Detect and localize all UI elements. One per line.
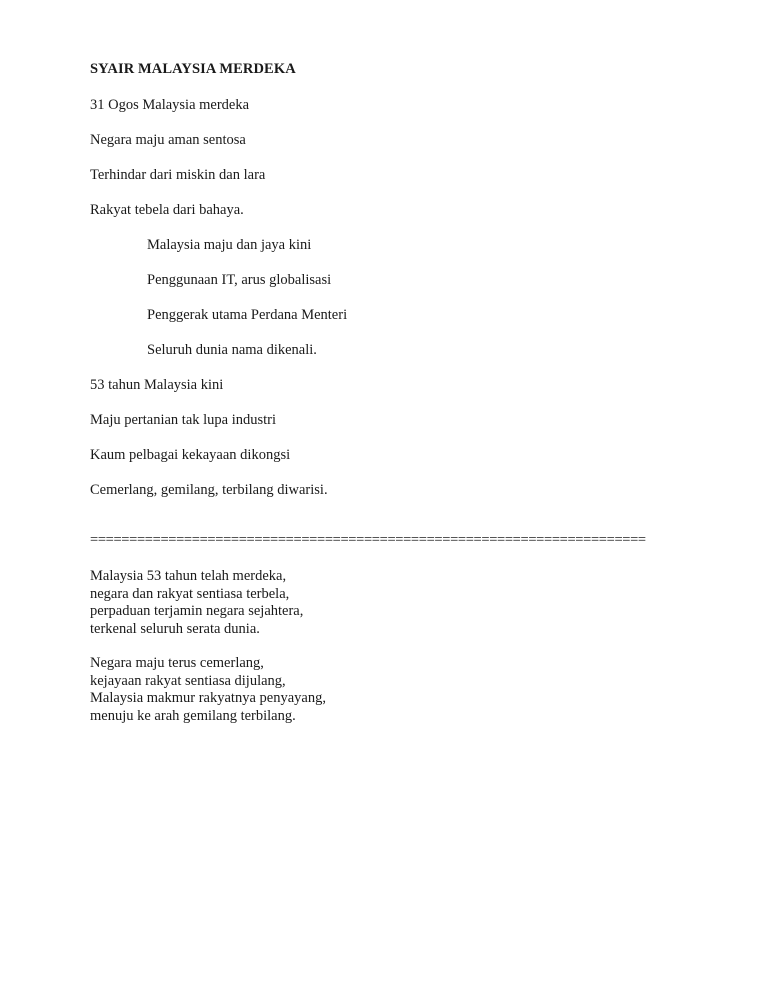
syair-line: Rakyat tebela dari bahaya. [90,202,244,218]
syair-indented-line: Seluruh dunia nama dikenali. [147,342,317,358]
pantun-stanza [90,655,326,725]
pantun-line: Malaysia 53 tahun telah merdeka, [90,568,287,584]
pantun-line: negara dan rakyat sentiasa terbela, [90,585,290,602]
syair-line: Kaum pelbagai kekayaan dikongsi [90,447,291,463]
syair-line: 53 tahun Malaysia kini [90,377,224,393]
section-divider: ======================================================================= [90,532,646,548]
pantun-line: menuju ke arah gemilang terbilang. [90,707,296,724]
syair-indented-line: Malaysia maju dan jaya kini [147,237,312,253]
pantun-line: terkenal seluruh serata dunia. [90,620,260,637]
pantun-line: Malaysia makmur rakyatnya penyayang, [90,690,326,707]
syair-line: 31 Ogos Malaysia merdeka [90,97,250,113]
pantun-stanza [90,568,303,638]
syair-indented-line: Penggerak utama Perdana Menteri [147,307,348,323]
syair-line: Negara maju aman sentosa [90,132,246,148]
document-title: SYAIR MALAYSIA MERDEKA [90,61,296,77]
syair-line: Maju pertanian tak lupa industri [90,412,277,428]
pantun-line: perpaduan terjamin negara sejahtera, [90,603,304,620]
syair-indented-line: Penggunaan IT, arus globalisasi [147,272,332,288]
syair-line: Cemerlang, gemilang, terbilang diwarisi. [90,482,328,498]
pantun-line: kejayaan rakyat sentiasa dijulang, [90,672,286,689]
pantun-line: Negara maju terus cemerlang, [90,655,264,671]
syair-line: Terhindar dari miskin dan lara [90,167,266,183]
